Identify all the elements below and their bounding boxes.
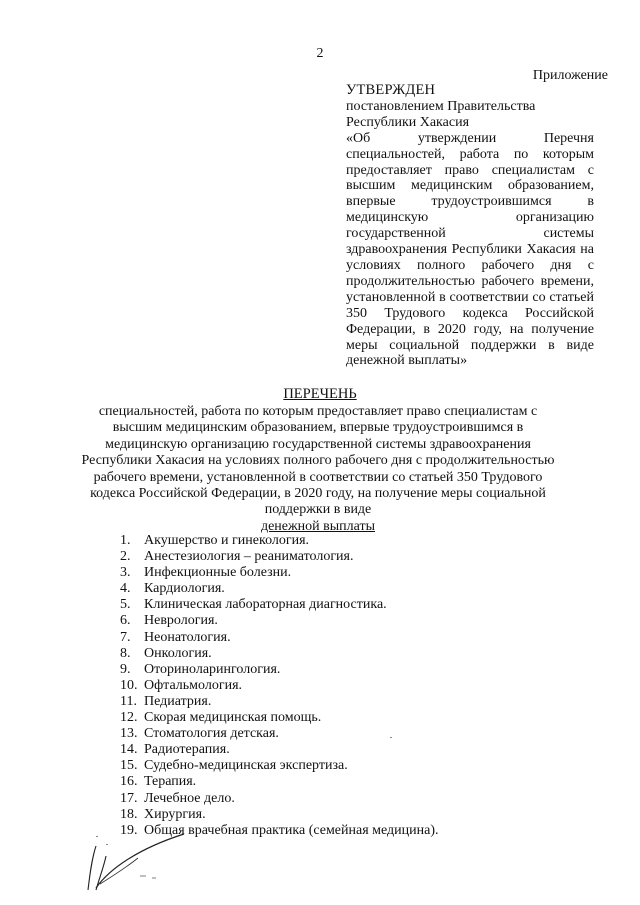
- list-item-number: 5.: [120, 597, 131, 613]
- list-item-text: Скорая медицинская помощь.: [144, 710, 322, 726]
- list-item: [120, 678, 439, 694]
- list-item-number: 11.: [120, 693, 137, 709]
- list-item-number: 8.: [120, 645, 131, 661]
- list-item-text: Радиотерапия.: [144, 742, 230, 758]
- approval-block: [346, 83, 594, 369]
- list-item: [120, 630, 439, 646]
- list-item-number: 7.: [120, 629, 131, 645]
- appendix-label: Приложение: [532, 68, 608, 83]
- list-item-text: Стоматология детская.: [144, 726, 279, 742]
- list-item-number: 9.: [120, 661, 131, 677]
- list-item-text: Кардиология.: [144, 581, 225, 597]
- document-title: [0, 386, 640, 403]
- list-item-text: Хирургия.: [144, 806, 206, 822]
- list-item-text: Оториноларингология.: [144, 661, 281, 677]
- list-item-number: 1.: [120, 533, 131, 548]
- list-item-number: 15.: [120, 758, 138, 774]
- list-item-text: Неонатология.: [144, 629, 231, 645]
- list-item-text: Неврология.: [144, 613, 218, 629]
- list-item-number: 6.: [120, 613, 131, 629]
- handwritten-signature: [80, 828, 240, 898]
- list-item-number: 16.: [120, 774, 138, 790]
- list-item-number: 12.: [120, 710, 138, 726]
- list-item-number: 14.: [120, 742, 138, 758]
- list-item-text: Лечебное дело.: [144, 790, 235, 806]
- list-item-number: 18.: [120, 806, 138, 822]
- list-item: [120, 662, 439, 678]
- list-item: [120, 758, 439, 774]
- approval-line-1: постановлением Правительства: [346, 98, 536, 114]
- approved-heading: УТВЕРЖДЕН: [346, 82, 436, 98]
- list-item: [120, 613, 439, 629]
- list-item-text: Общая врачебная практика (семейная медицина).: [144, 822, 439, 838]
- subtitle-text: специальностей, работа по которым предоставляет право специалистам с высшим медицинским образованием, впервые трудоустроившимся в медицинскую организацию государственной системы здравоохранения Республики Хакасия на условиях полного рабочего дня с продолжительностью рабочего времени, установленной в соответствии со статьей 350 Трудового кодекса Российской Федерации, в 2020 году, на получение меры социальной поддержки в виде: [81, 404, 555, 518]
- document-title-text: ПЕРЕЧЕНЬ: [283, 386, 357, 402]
- list-item-number: 2.: [120, 549, 131, 565]
- list-item-text: Клиническая лабораторная диагностика.: [144, 597, 387, 613]
- list-item: [120, 726, 439, 742]
- list-item: [120, 807, 439, 823]
- list-item: [120, 694, 439, 710]
- specialties-list: [120, 533, 439, 839]
- page-number: 2: [316, 46, 324, 61]
- list-item-text: Анестезиология – реаниматология.: [144, 549, 354, 565]
- scan-artifact: [106, 844, 108, 845]
- subtitle-last-line: денежной выплаты: [260, 518, 376, 534]
- list-item: [120, 533, 439, 549]
- list-item-number: 13.: [120, 726, 138, 742]
- list-item-text: Педиатрия.: [144, 693, 212, 709]
- scan-artifact: [390, 737, 392, 738]
- decree-title: «Об утверждении Перечня специальностей, работа по которым предоставляет право специалистам с высшим медицинским образованием, впервые трудоустроившимся в медицинскую организацию государственной системы здравоохранения Республики Хакасия на условиях полного рабочего дня с продолжительностью рабочего времени, установленной в соответствии со статьей 350 Трудового кодекса Российской Федерации, в 2020 году, на получение меры социальной поддержки в виде денежной выплаты»: [346, 130, 594, 369]
- list-item-text: Инфекционные болезни.: [144, 565, 292, 581]
- list-item: [120, 774, 439, 790]
- scan-artifact: [96, 836, 98, 837]
- list-item-text: Онкология.: [144, 645, 212, 661]
- list-item: [120, 710, 439, 726]
- approval-line-2: Республики Хакасия: [346, 114, 470, 130]
- list-item: [120, 742, 439, 758]
- list-item: [120, 597, 439, 613]
- list-item-number: 3.: [120, 565, 131, 581]
- list-item-text: Судебно-медицинская экспертиза.: [144, 758, 348, 774]
- list-item-number: 17.: [120, 790, 138, 806]
- list-item-number: 4.: [120, 581, 131, 597]
- list-item: [120, 791, 439, 807]
- list-item-text: Акушерство и гинекология.: [144, 533, 310, 548]
- list-item: [120, 646, 439, 662]
- list-item-number: 10.: [120, 677, 138, 693]
- list-item: [120, 581, 439, 597]
- list-item: [120, 565, 439, 581]
- list-item-number: 19.: [120, 822, 138, 838]
- document-subtitle: [78, 404, 558, 535]
- list-item-text: Терапия.: [144, 774, 197, 790]
- list-item: [120, 549, 439, 565]
- list-item-text: Офтальмология.: [144, 677, 243, 693]
